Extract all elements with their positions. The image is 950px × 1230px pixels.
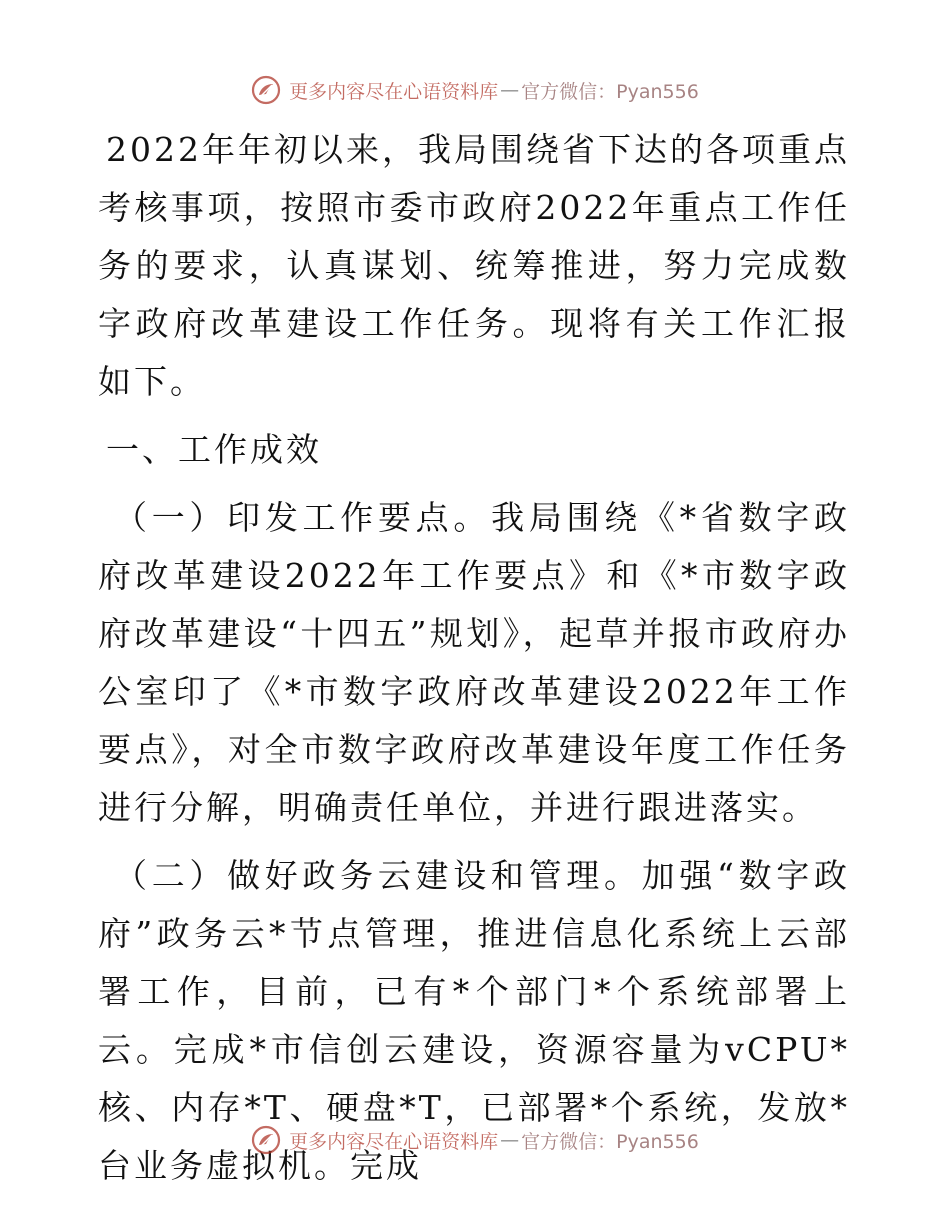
section-1-paragraph: （一）印发工作要点。我局围绕《*省数字政府改革建设2022年工作要点》和《*市数字政府改革建设“十四五”规划》，起草并报市政府办公室印了《*市数字政府改革建设2022年工作要点》，对全市数字政府改革建设年度工作任务进行分解，明确责任单位，并进行跟进落实。 [98,498,850,827]
watermark-top [0,70,950,110]
section-2-paragraph: （二）做好政务云建设和管理。加强“数字政府”政务云*节点管理，推进信息化系统上云部署工作，目前，已有*个部门*个系统部署上云。完成*市信创云建设，资源容量为vCPU*核、内存*T、硬盘*T，已部署*个系统，发放*台业务虚拟机。完成 [98,856,850,1185]
logo-icon [251,1125,281,1155]
watermark-left-text: 更多内容尽在心语资料库 [289,1130,499,1153]
watermark-right-text: 官方微信：Pyan556 [521,80,699,103]
watermark-left-text: 更多内容尽在心语资料库 [289,80,499,103]
watermark-bottom [0,1120,950,1160]
watermark-separator: — [500,1129,520,1151]
intro-paragraph: 2022年年初以来，我局围绕省下达的各项重点考核事项，按照市委市政府2022年重点工作任务的要求，认真谋划、统筹推进，努力完成数字政府改革建设工作任务。现将有关工作汇报如下。 [98,130,850,401]
logo-icon [251,75,281,105]
watermark-right-text: 官方微信：Pyan556 [521,1130,699,1153]
section-heading: 一、工作成效 [106,430,322,469]
watermark-separator: — [500,79,520,101]
document-body [98,121,850,1195]
